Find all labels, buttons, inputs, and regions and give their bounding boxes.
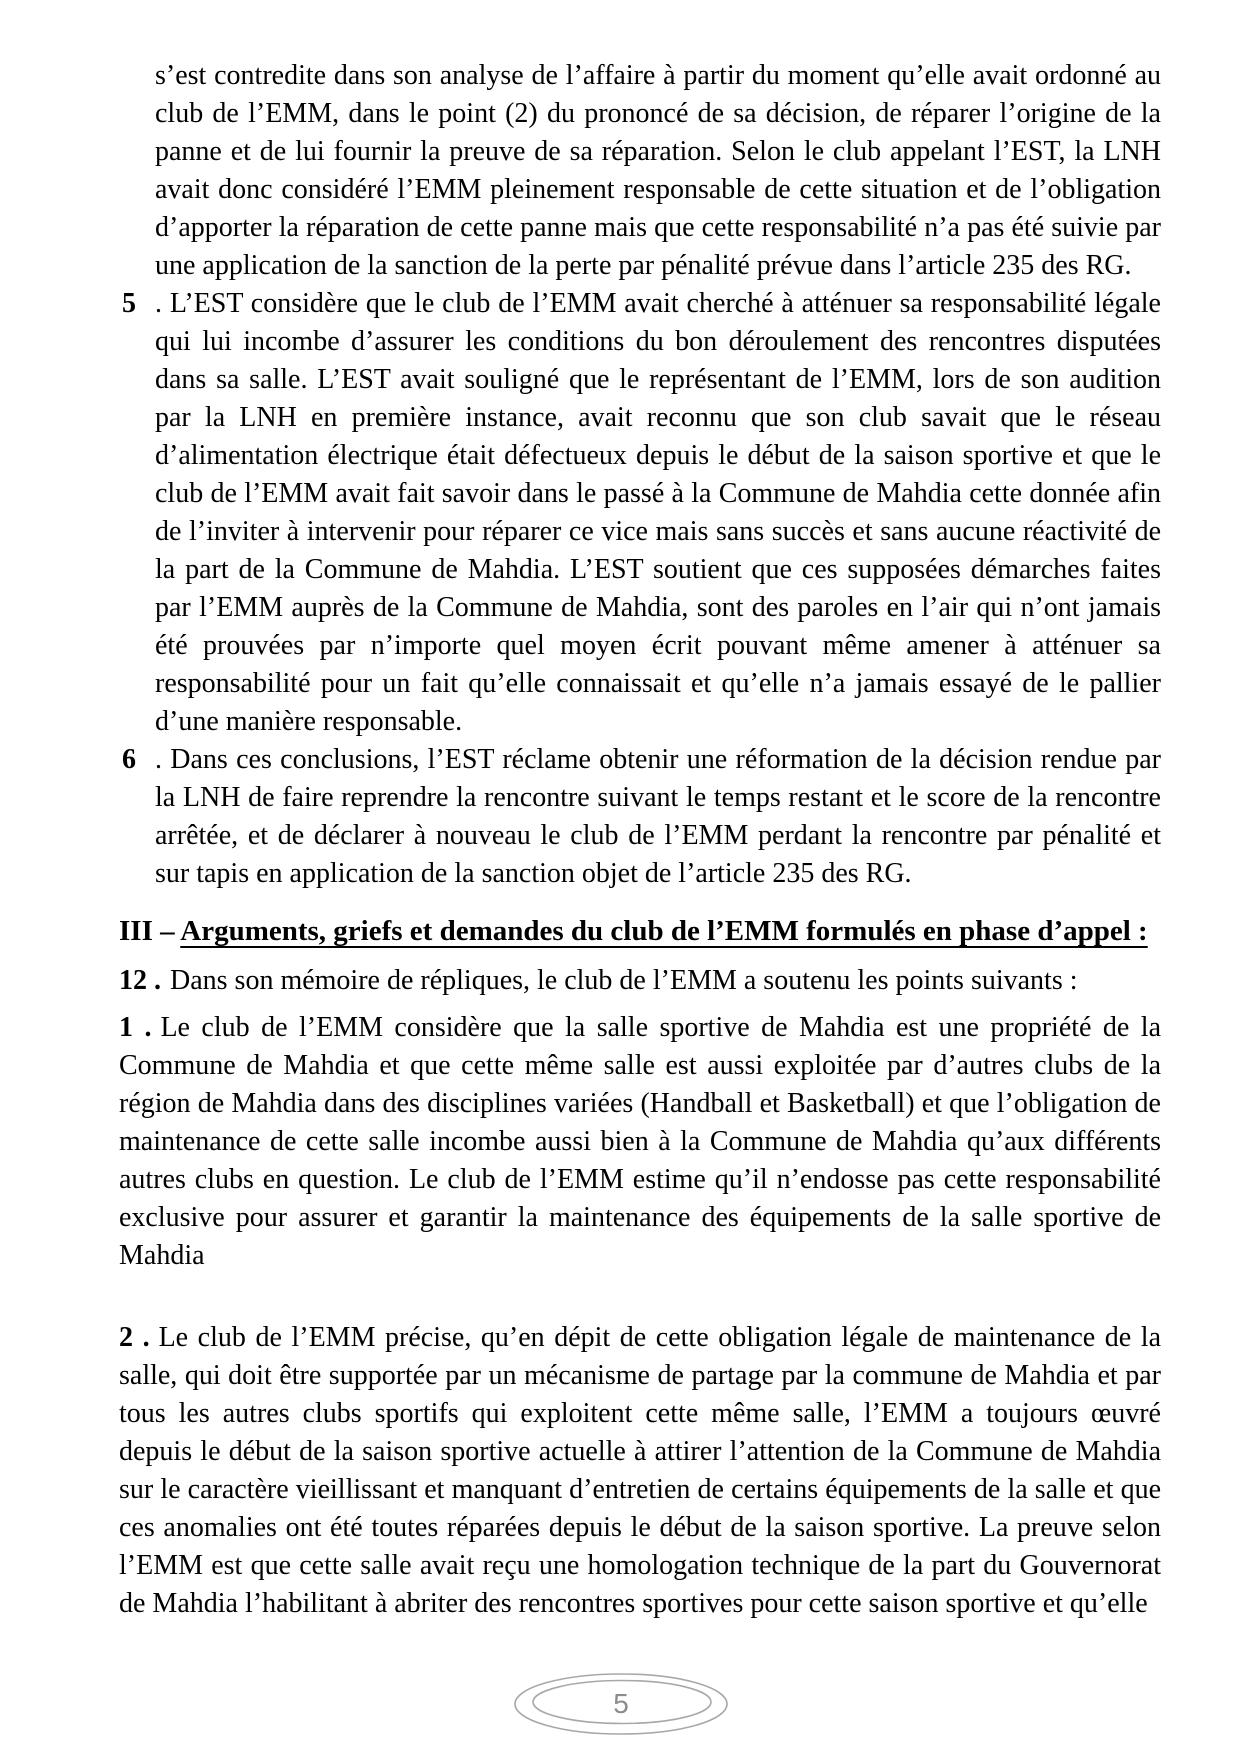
paragraph-text: Le club de l’EMM considère que la salle sportive de Mahdia est une propriété de la Commune de Mahdia et que cette même salle est aussi exploitée par d’autres clubs de la région de Mahdia dans des disciplines variées (Handball et Basketball) et que l’obligation de maintenance de cette salle incombe aussi bien à la Commune de Mahdia qu’aux différents autres clubs en question. Le club de l’EMM estime qu’il n’endosse pas cette responsabilité exclusive pour assurer et garantir la maintenance des équipements de la salle sportive de Mahdia <box>119 1012 1161 1271</box>
heading-numeral: III – <box>119 915 181 947</box>
continuation-paragraph: s’est contredite dans son analyse de l’affaire à partir du moment qu’elle avait ordonné au club de l’EMM, dans le point (2) du prononcé de sa décision, de réparer l’origine de la panne et de lui fournir la preuve de sa réparation. Selon le club appelant l’EST, la LNH avait donc considéré l’EMM pleinement responsable de cette situation et de l’obligation d’apporter la réparation de cette panne mais que cette responsabilité n’a pas été suivie par une application de la sanction de la perte par pénalité prévue dans l’article 235 des RG. <box>155 60 1161 281</box>
paragraph-12 <box>119 962 1161 1000</box>
paragraph-text: Dans son mémoire de répliques, le club de l’EMM a soutenu les points suivants : <box>170 965 1078 996</box>
paragraph-1 <box>119 1009 1161 1275</box>
item-text: . Dans ces conclusions, l’EST réclame obtenir une réformation de la décision rendue par la LNH de faire reprendre la rencontre suivant le temps restant et le score de la rencontre arrêtée, et de déclarer à nouveau le club de l’EMM perdant la rencontre par pénalité et sur tapis en application de la sanction objet de l’article 235 des RG. <box>155 744 1161 889</box>
paragraph-number: 1 . <box>119 1012 152 1043</box>
item-text: . L’EST considère que le club de l’EMM avait cherché à atténuer sa responsabilité légale qui lui incombe d’assurer les conditions du bon déroulement des rencontres disputées dans sa salle. L’EST avait souligné que le représentant de l’EMM, lors de son audition par la LNH en première instance, avait reconnu que son club savait que le réseau d’alimentation électrique était défectueux depuis le début de la saison sportive et que le club de l’EMM avait fait savoir dans le passé à la Commune de Mahdia cette donnée afin de l’inviter à intervenir pour réparer ce vice mais sans succès et sans aucune réactivité de la part de la Commune de Mahdia. L’EST soutient que ces supposées démarches faites par l’EMM auprès de la Commune de Mahdia, sont des paroles en l’air qui n’ont jamais été prouvées par n’importe quel moyen écrit pouvant même amener à atténuer sa responsabilité pour un fait qu’elle connaissait et qu’elle n’a jamais essayé de le pallier d’une manière responsable. <box>155 288 1161 737</box>
numbered-item-6 <box>119 741 1161 893</box>
page-footer <box>0 1663 1241 1748</box>
paragraph-number: 2 . <box>119 1322 150 1353</box>
numbered-item-5 <box>119 285 1161 741</box>
item-number: 6 <box>122 744 136 775</box>
paragraph-number: 12 . <box>119 965 161 996</box>
heading-title-text: Arguments, griefs et demandes du club de l’EMM formulés en phase d’appel : <box>180 915 1148 947</box>
paragraph-2 <box>119 1319 1161 1623</box>
item-number: 5 <box>122 288 136 319</box>
section-heading <box>119 907 1161 956</box>
paragraph-text: Le club de l’EMM précise, qu’en dépit de cette obligation légale de maintenance de la salle, qui doit être supportée par un mécanisme de partage par la commune de Mahdia et par tous les autres clubs sportifs qui exploitent cette même salle, l’EMM a toujours œuvré depuis le début de la saison sportive actuelle à attirer l’attention de la Commune de Mahdia sur le caractère vieillissant et manquant d’entretien de certains équipements de la salle et que ces anomalies ont été toutes réparées depuis le début de la saison sportive. La preuve selon l’EMM est que cette salle avait reçu une homologation technique de la part du Gouvernorat de Mahdia l’habilitant à abriter des rencontres sportives pour cette saison sportive et qu’elle <box>119 1322 1161 1619</box>
page-number: 5 <box>613 1688 629 1719</box>
